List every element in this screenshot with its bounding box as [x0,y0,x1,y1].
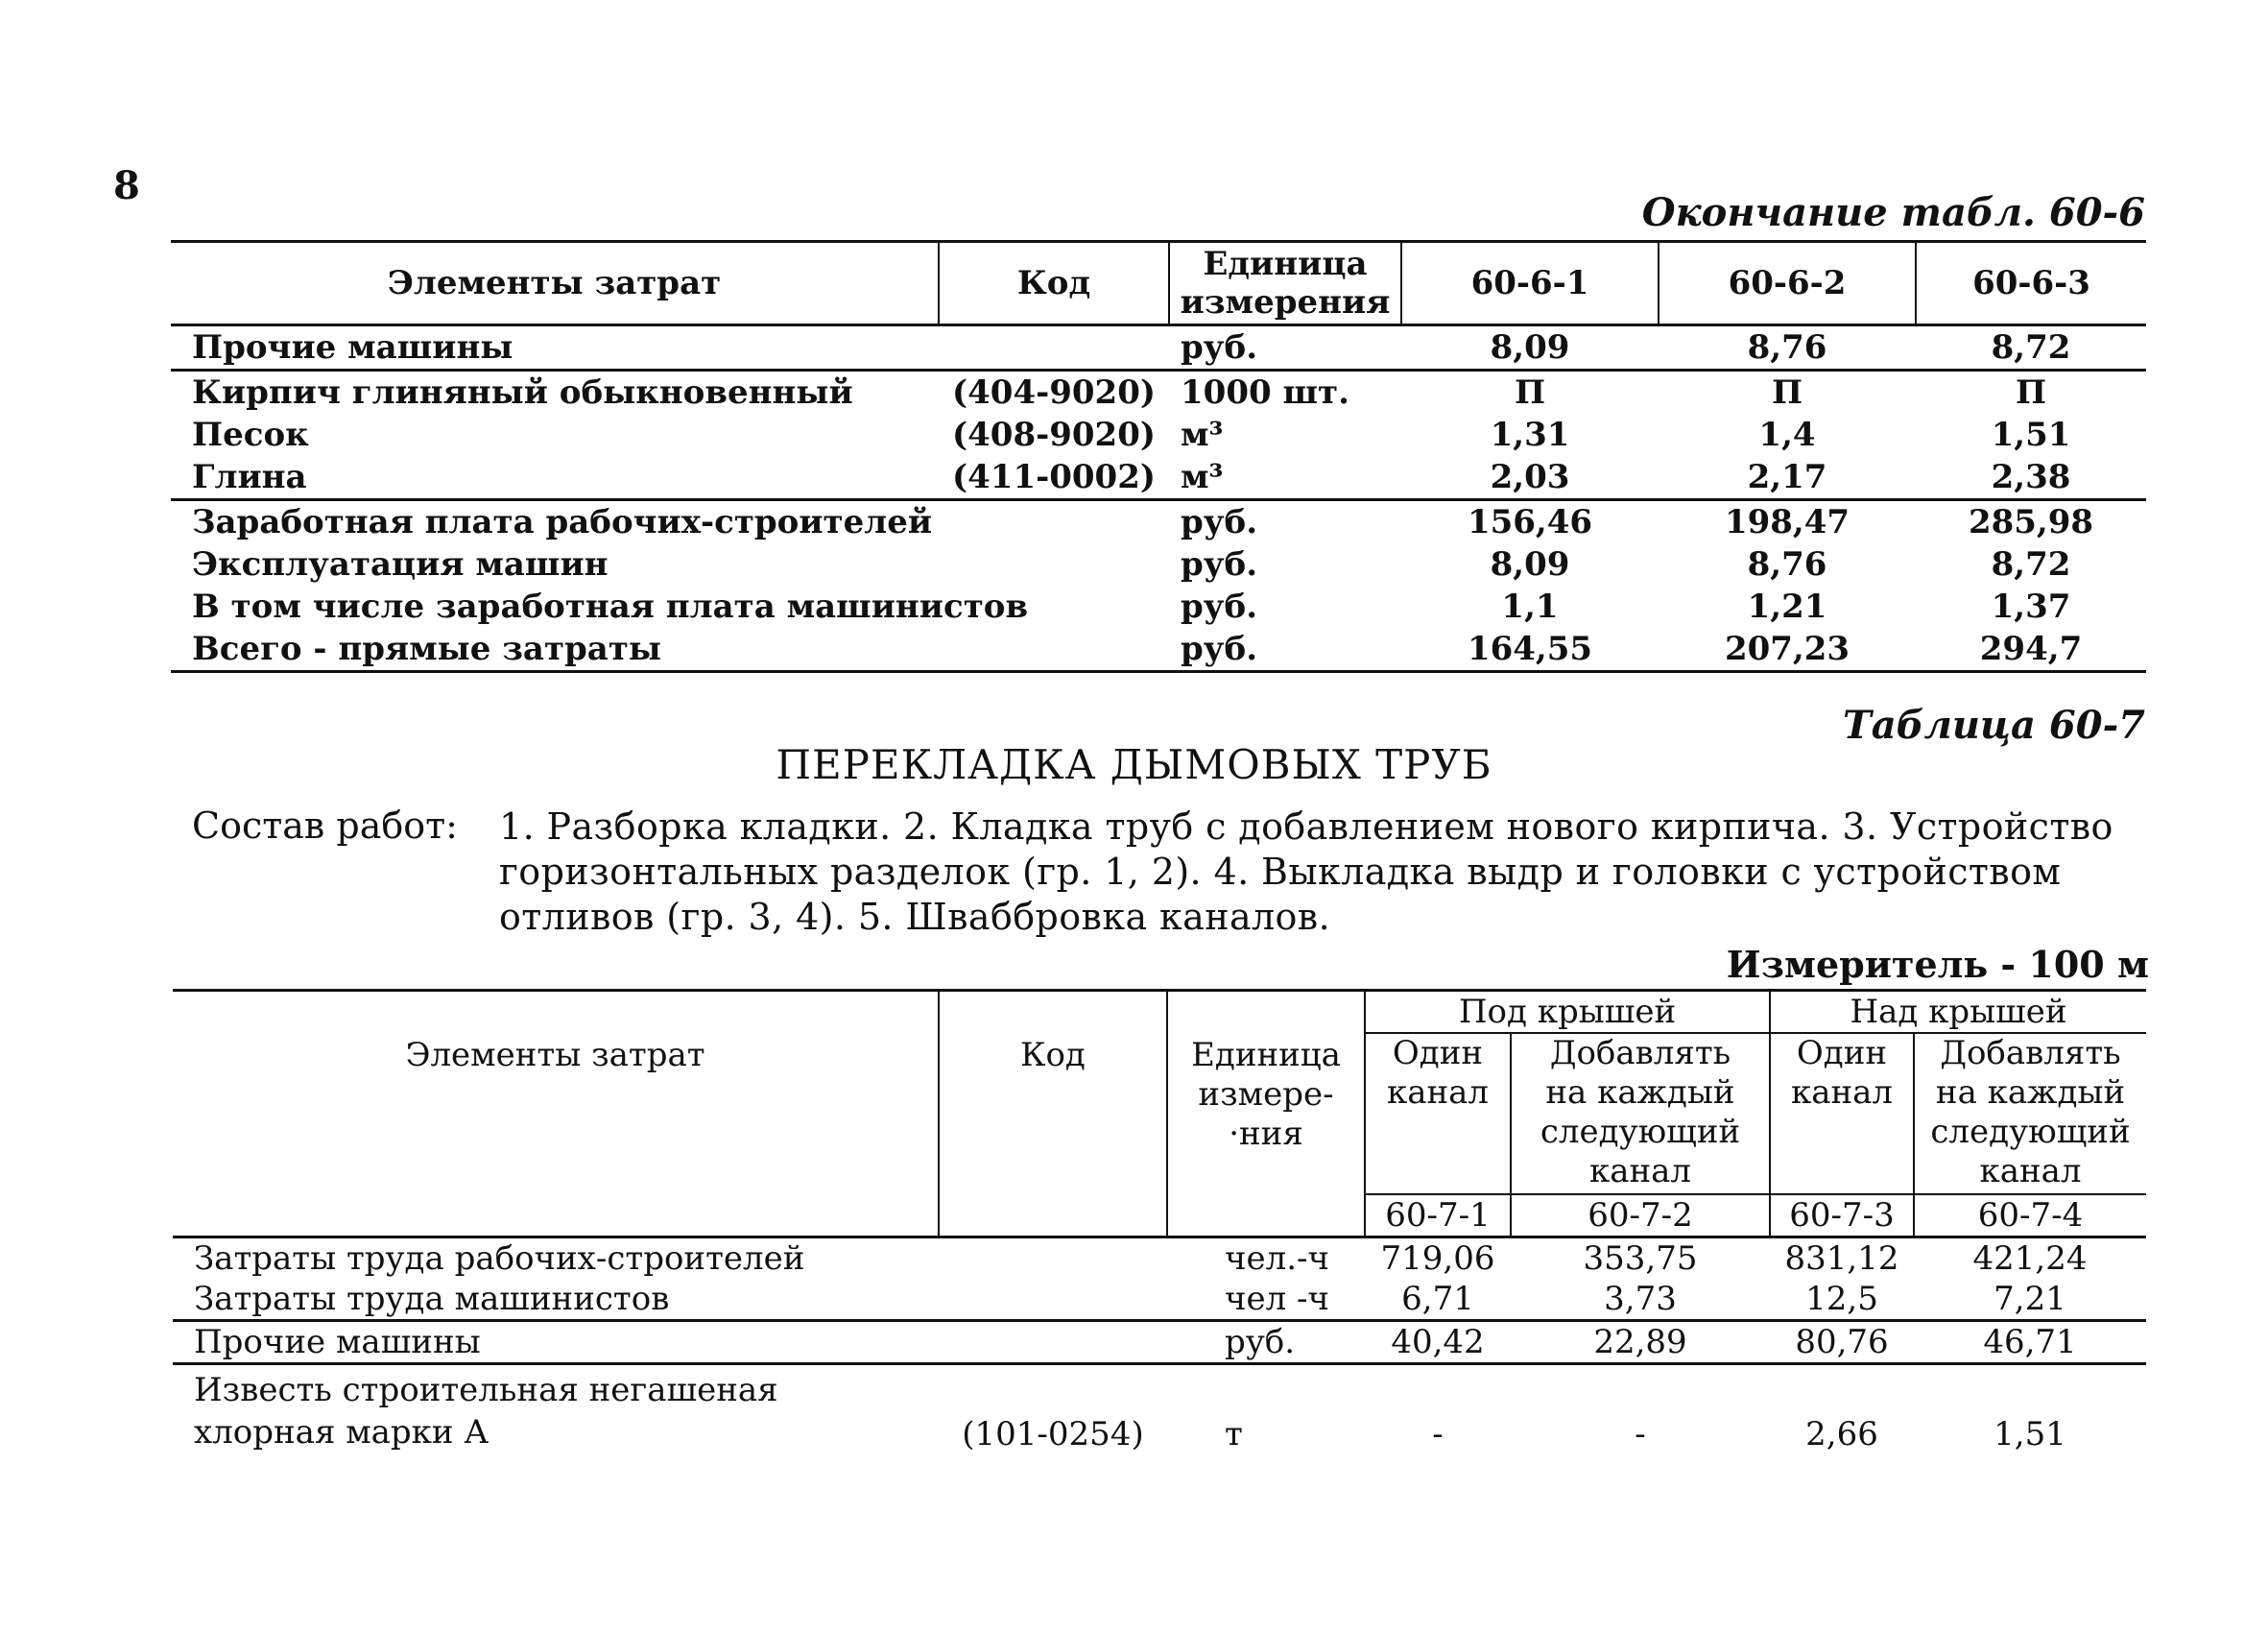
row-value: 8,72 [1916,325,2146,371]
row-value: 2,38 [1916,456,2146,500]
row-value: 12,5 [1770,1279,1914,1321]
row-unit: чел.-ч [1225,1239,1329,1278]
header-unit-l1: Единица [1191,1036,1341,1074]
header-col-2: 60-7-2 [1511,1194,1770,1237]
row-unit: 1000 шт. [1181,373,1349,412]
row-code: (404-9020) [952,373,1156,412]
row-value: 80,76 [1770,1321,1914,1364]
row-value: 353,75 [1583,1239,1698,1278]
row-name: Прочие машины [173,1321,939,1364]
header-elements: Элементы затрат [171,242,939,325]
table-row [171,628,2146,672]
row-code [939,500,1169,544]
row-name: Затраты труда машинистов [173,1279,939,1321]
row-value: 1,31 [1490,416,1570,454]
header-over-roof: Над крышей [1770,991,2146,1034]
row-value: 1,4 [1758,416,1816,454]
row-unit: руб. [1181,588,1258,626]
header-code: Код [939,991,1167,1237]
row-name: Прочие машины [171,325,939,371]
row-value: 46,71 [1914,1321,2146,1364]
row-name: Песок [192,416,309,454]
row-value: 2,03 [1401,456,1659,500]
row-code [939,543,1169,586]
row-unit: руб. [1181,503,1258,541]
row-name: Глина [171,456,939,500]
header-unit-l2: измере- [1198,1075,1334,1114]
row-value: 8,72 [1991,545,2071,584]
header-add-l2: на каждый [1935,1073,2126,1112]
row-name: Затраты труда рабочих-строителей [194,1239,805,1278]
row-value: 8,76 [1659,325,1916,371]
header-col-2: 60-6-2 [1659,242,1916,325]
row-value: 1,51 [1993,1415,2066,1453]
row-value: 2,17 [1659,456,1916,500]
row-value: 285,98 [1968,503,2094,541]
table-60-6 [171,240,2146,673]
row-value: 6,71 [1365,1279,1511,1321]
header-add-l3: следующий [1930,1113,2131,1151]
table-60-7 [173,989,2146,1453]
table-row [171,586,2146,628]
measure-unit: Измеритель - 100 м [1726,943,2149,986]
table-row [171,325,2146,371]
row-value: П [1514,373,1546,412]
header-col-3: 60-7-3 [1770,1194,1914,1237]
table-row [173,1237,2146,1280]
composition-text: 1. Разборка кладки. 2. Кладка труб с добавлением нового кирпича. 3. Устройство горизонтальных разделок (гр. 1, 2). 4. Выкладка выдр и головки с устройством отливов (гр. 3, 4). 5. Шваббровка каналов. [499,805,2113,938]
table-label: Таблица 60-7 [1843,703,2145,748]
header-add-l4: канал [1979,1152,2082,1190]
row-value: 40,42 [1365,1321,1511,1364]
table-row [171,414,2146,456]
header-add-channel [1511,1033,1770,1194]
header-one-l2: канал [1386,1073,1490,1112]
row-value: 421,24 [1972,1239,2088,1278]
table-row [171,500,2146,544]
row-name: Заработная плата рабочих-строителей [192,503,933,541]
row-value: 8,09 [1490,545,1570,584]
row-unit: чел -ч [1167,1279,1365,1321]
row-name: Всего - прямые затраты [171,628,939,672]
header-one-l1: Один [1796,1034,1888,1072]
header-add-l3: следующий [1540,1113,1741,1151]
header-unit-l3: ·ния [1229,1115,1303,1153]
row-name-line1: Известь строительная негашеная [194,1371,778,1409]
header-one-l2: канал [1790,1073,1894,1112]
row-value: 719,06 [1380,1239,1495,1278]
row-value: 22,89 [1511,1321,1770,1364]
row-name: Кирпич глиняный обыкновенный [192,373,853,412]
row-value: 7,21 [1914,1279,2146,1321]
header-one-channel [1365,1033,1511,1194]
row-unit: руб. [1167,1321,1365,1364]
row-unit: руб. [1169,325,1401,371]
row-name: В том числе заработная плата машинистов [192,588,1029,626]
row-value: 294,7 [1916,628,2146,672]
table-row [173,1364,2146,1454]
composition-label: Состав работ: [192,804,458,847]
row-code [939,1279,1167,1321]
row-value: - [1432,1415,1444,1453]
header-code: Код [939,242,1169,325]
row-name [173,1364,939,1454]
row-unit: руб. [1169,628,1401,672]
row-value: 8,09 [1401,325,1659,371]
row-value: 1,21 [1747,588,1827,626]
row-value: 164,55 [1401,628,1659,672]
row-name: Эксплуатация машин [192,545,609,584]
header-one-l1: Один [1392,1034,1484,1072]
row-code: (101-0254) [962,1415,1144,1453]
table-header-row [173,991,2146,1034]
header-col-3: 60-6-3 [1916,242,2146,325]
header-unit [1167,991,1365,1237]
continuation-label: Окончание табл. 60-6 [1641,190,2145,235]
row-value: 207,23 [1659,628,1916,672]
header-unit-line1: Единица [1203,245,1368,283]
row-unit: м³ [1169,456,1401,500]
page-number: 8 [113,163,140,208]
row-value: 156,46 [1467,503,1593,541]
header-col-1: 60-7-1 [1365,1194,1511,1237]
table-header-row [171,242,2146,325]
row-code: (408-9020) [952,416,1156,454]
table-row [171,371,2146,415]
header-col-1: 60-6-1 [1401,242,1659,325]
header-add-l2: на каждый [1545,1073,1735,1112]
table-row [171,456,2146,500]
row-code [939,1321,1167,1364]
table-row [171,543,2146,586]
header-add-l1: Добавлять [1940,1034,2121,1072]
row-name-line2: хлорная марки А [194,1413,489,1452]
row-value: П [2015,373,2047,412]
row-value: 1,37 [1991,588,2071,626]
header-unit-line2: измерения [1180,283,1391,322]
row-value: П [1771,373,1803,412]
row-unit: т [1225,1415,1243,1453]
row-value: 3,73 [1511,1279,1770,1321]
row-value: 8,76 [1747,545,1827,584]
row-code [939,628,1169,672]
row-value: 1,1 [1501,588,1559,626]
header-one-channel [1770,1033,1914,1194]
section-heading: ПЕРЕКЛАДКА ДЫМОВЫХ ТРУБ [776,741,1492,788]
header-unit [1169,242,1401,325]
row-value: 831,12 [1784,1239,1899,1278]
row-unit: руб. [1181,545,1258,584]
row-code [939,1237,1167,1280]
table-row [173,1321,2146,1364]
row-value: 2,66 [1805,1415,1878,1453]
header-under-roof: Под крышей [1365,991,1770,1034]
table-row [173,1279,2146,1321]
header-elements: Элементы затрат [173,991,939,1237]
row-code [939,325,1169,371]
row-value: - [1635,1415,1646,1453]
header-add-l4: канал [1588,1152,1692,1190]
row-value: 198,47 [1724,503,1850,541]
row-value: 1,51 [1991,416,2071,454]
row-code: (411-0002) [939,456,1169,500]
header-add-l1: Добавлять [1549,1034,1731,1072]
row-unit: м³ [1181,416,1224,454]
header-add-channel [1914,1033,2146,1194]
header-col-4: 60-7-4 [1914,1194,2146,1237]
